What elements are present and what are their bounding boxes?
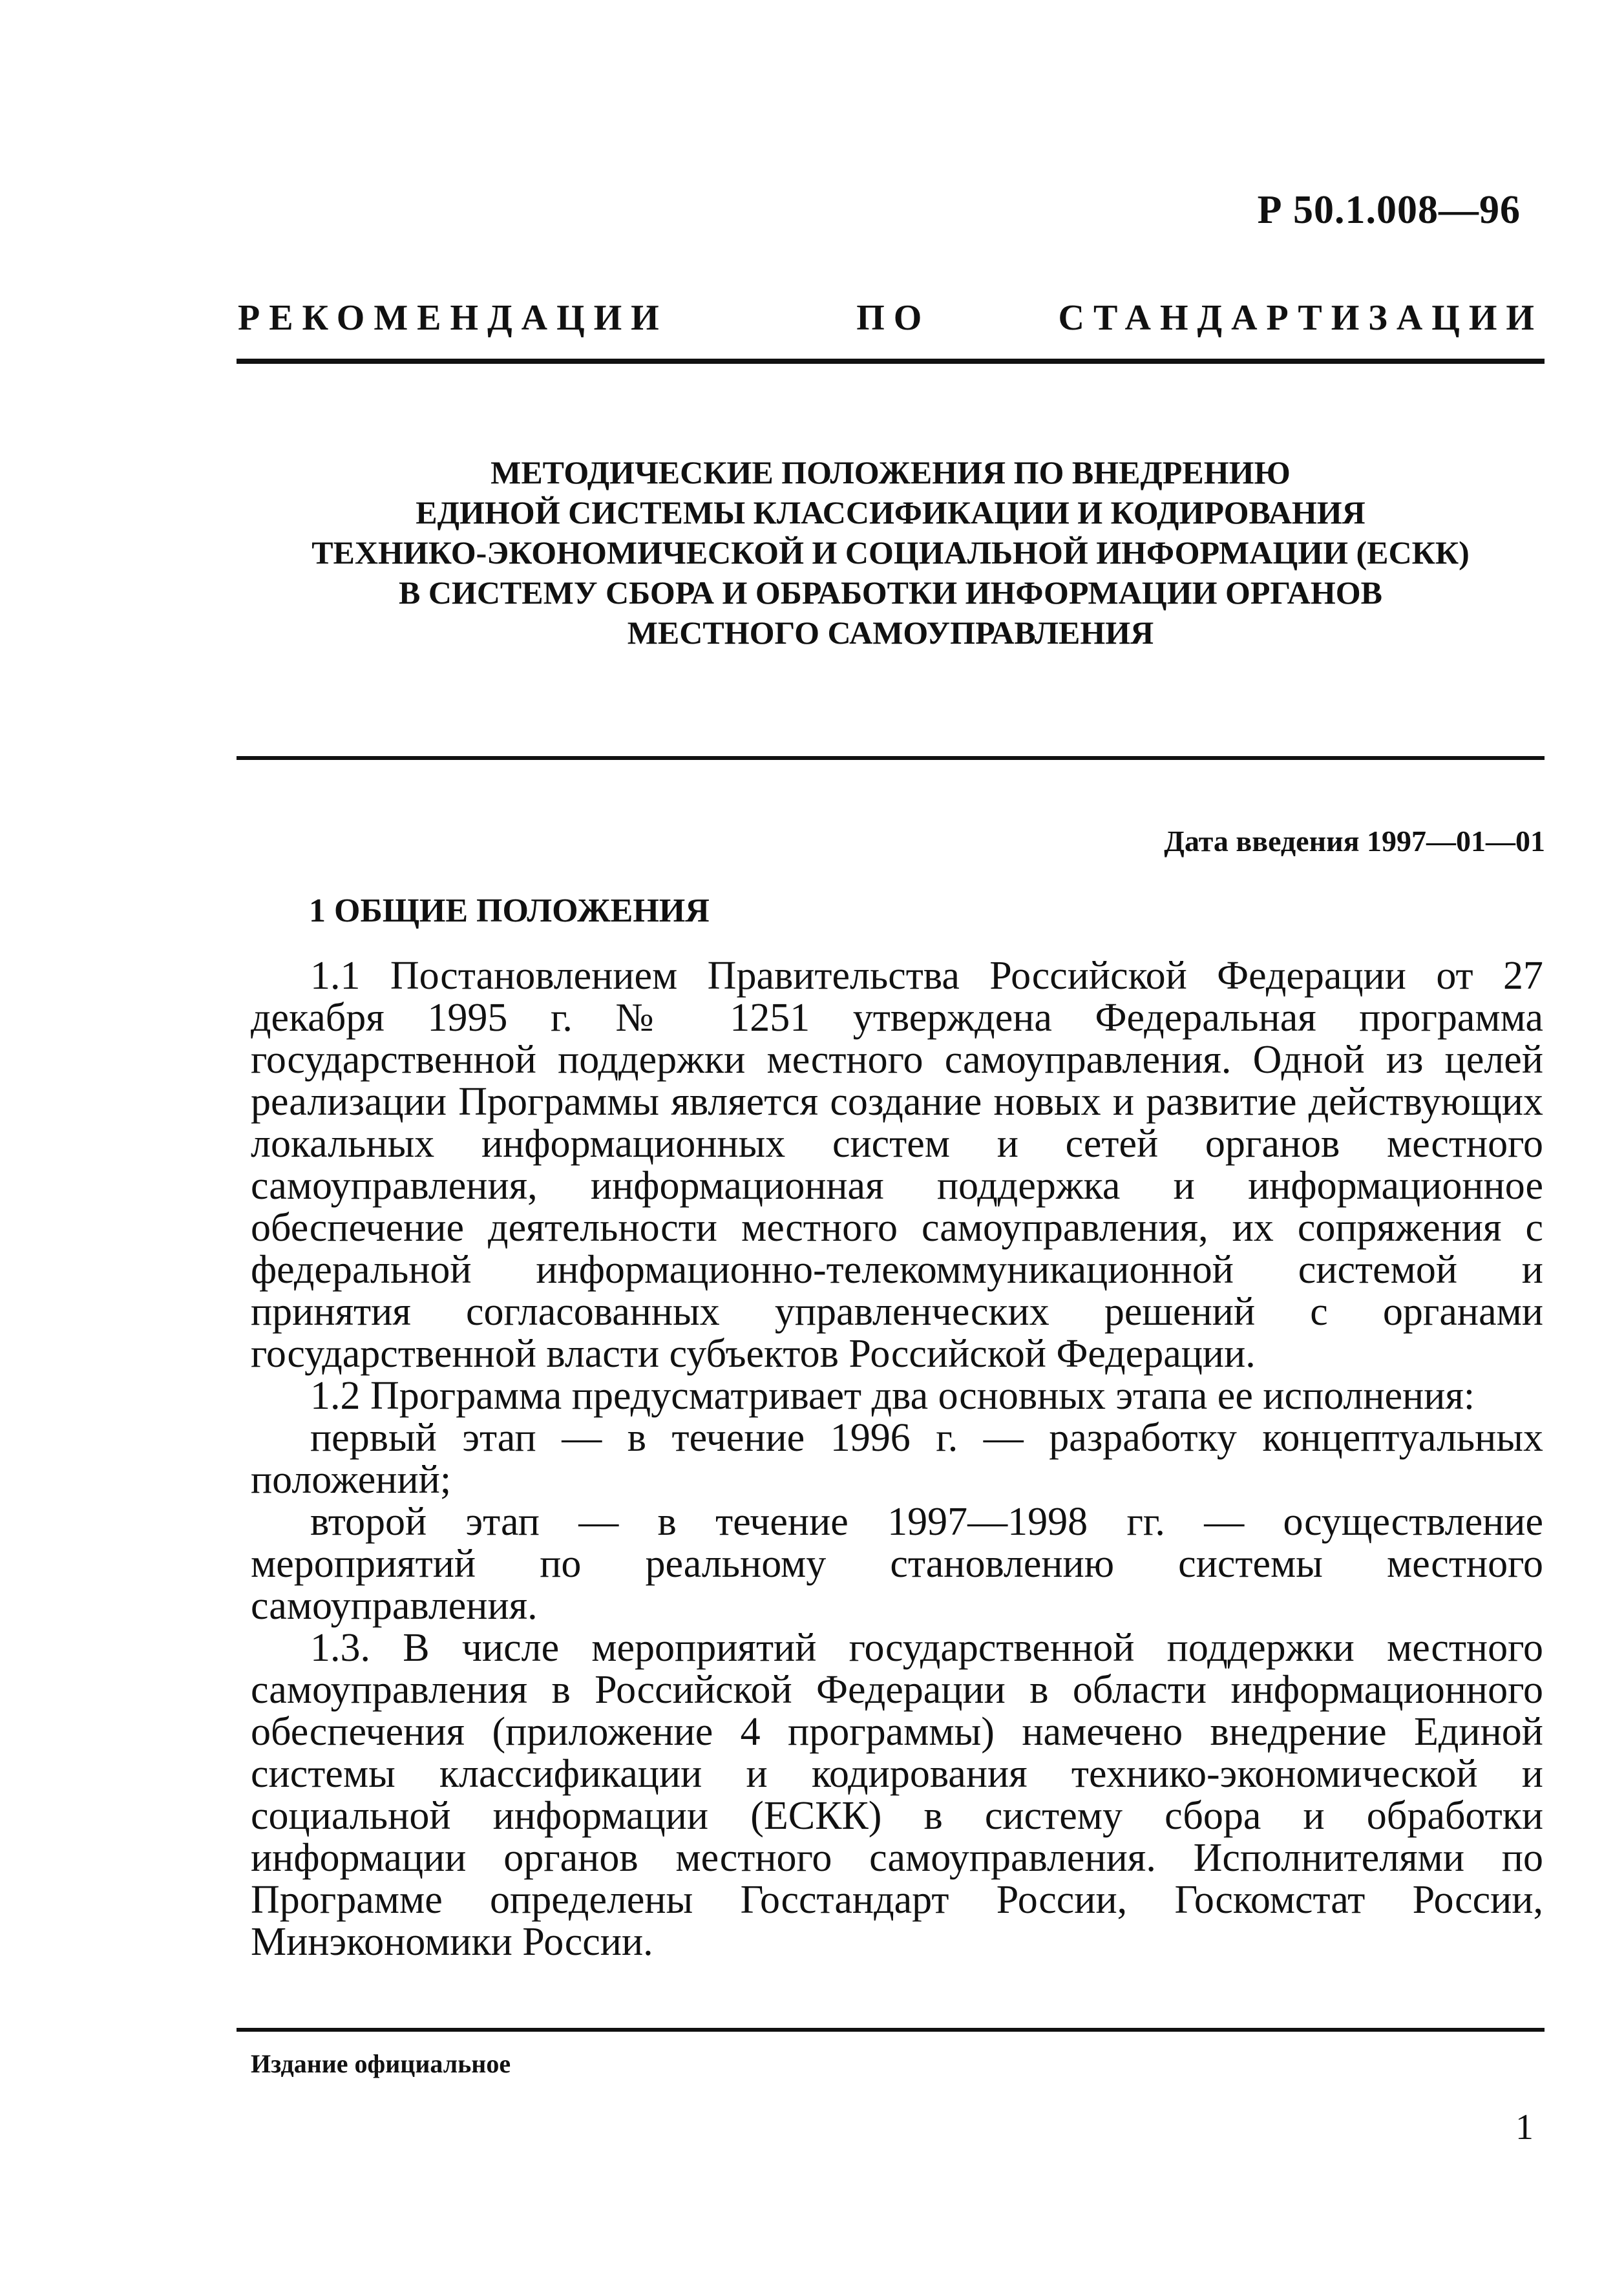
document-code: Р 50.1.008—96	[1257, 188, 1521, 232]
series-word: РЕКОМЕНДАЦИИ	[238, 298, 668, 338]
header-rule	[237, 359, 1545, 364]
section-heading: 1 ОБЩИЕ ПОЛОЖЕНИЯ	[309, 892, 710, 929]
title-line: МЕСТНОГО САМОУПРАВЛЕНИЯ	[627, 615, 1154, 651]
footer-rule	[237, 2028, 1545, 2032]
series-word: ПО	[856, 298, 931, 338]
edition-note: Издание официальное	[251, 2049, 511, 2078]
paragraph: первый этап — в течение 1996 г. — разработку концептуальных положений;	[251, 1416, 1543, 1502]
title-line: ЕДИНОЙ СИСТЕМЫ КЛАССИФИКАЦИИ И КОДИРОВАНИЯ	[416, 494, 1366, 531]
paragraph: 1.1 Постановлением Правительства Российской Федерации от 27 декабря 1995 г. № 1251 утверждена Федеральная программа государственной поддержки местного самоуправления. Одной из целей реализации Программы является создание новых и развитие действующих локальных информационных систем и сетей органов местного самоуправления, информационная поддержка и информационное обеспечение деятельности местного самоуправления, их сопряжения с федеральной информационно-телекоммуникационной системой и принятия согласованных управленческих решений с органами государственной власти субъектов Российской Федерации.	[251, 954, 1543, 1376]
title-line: ТЕХНИКО-ЭКОНОМИЧЕСКОЙ И СОЦИАЛЬНОЙ ИНФОРМАЦИИ (ЕСКК)	[311, 534, 1470, 571]
paragraph: 1.3. В числе мероприятий государственной поддержки местного самоуправления в Российской Федерации в области информационного обеспечения (приложение 4 программы) намечено внедрение Единой системы классификации и кодирования технико-экономической и социальной информации (ЕСКК) в систему сбора и обработки информации органов местного самоуправления. Исполнителями по Программе определены Госстандарт России, Госкомстат России, Минэкономики России.	[251, 1626, 1543, 1964]
title-line: В СИСТЕМУ СБОРА И ОБРАБОТКИ ИНФОРМАЦИИ ОРГАНОВ	[398, 574, 1383, 611]
title-rule	[237, 756, 1545, 760]
introduction-date: Дата введения 1997—01—01	[1164, 825, 1545, 858]
page-number: 1	[1515, 2107, 1534, 2147]
section-body	[251, 955, 1543, 1963]
title-line: МЕТОДИЧЕСКИЕ ПОЛОЖЕНИЯ ПО ВНЕДРЕНИЮ	[490, 454, 1291, 490]
document-title	[237, 452, 1545, 653]
series-title	[238, 297, 1543, 339]
paragraph: 1.2 Программа предусматривает два основных этапа ее исполнения:	[310, 1374, 1475, 1418]
paragraph: второй этап — в течение 1997—1998 гг. — осуществление мероприятий по реальному становлению системы местного самоуправления.	[251, 1500, 1543, 1628]
series-word: СТАНДАРТИЗАЦИИ	[1058, 298, 1543, 338]
